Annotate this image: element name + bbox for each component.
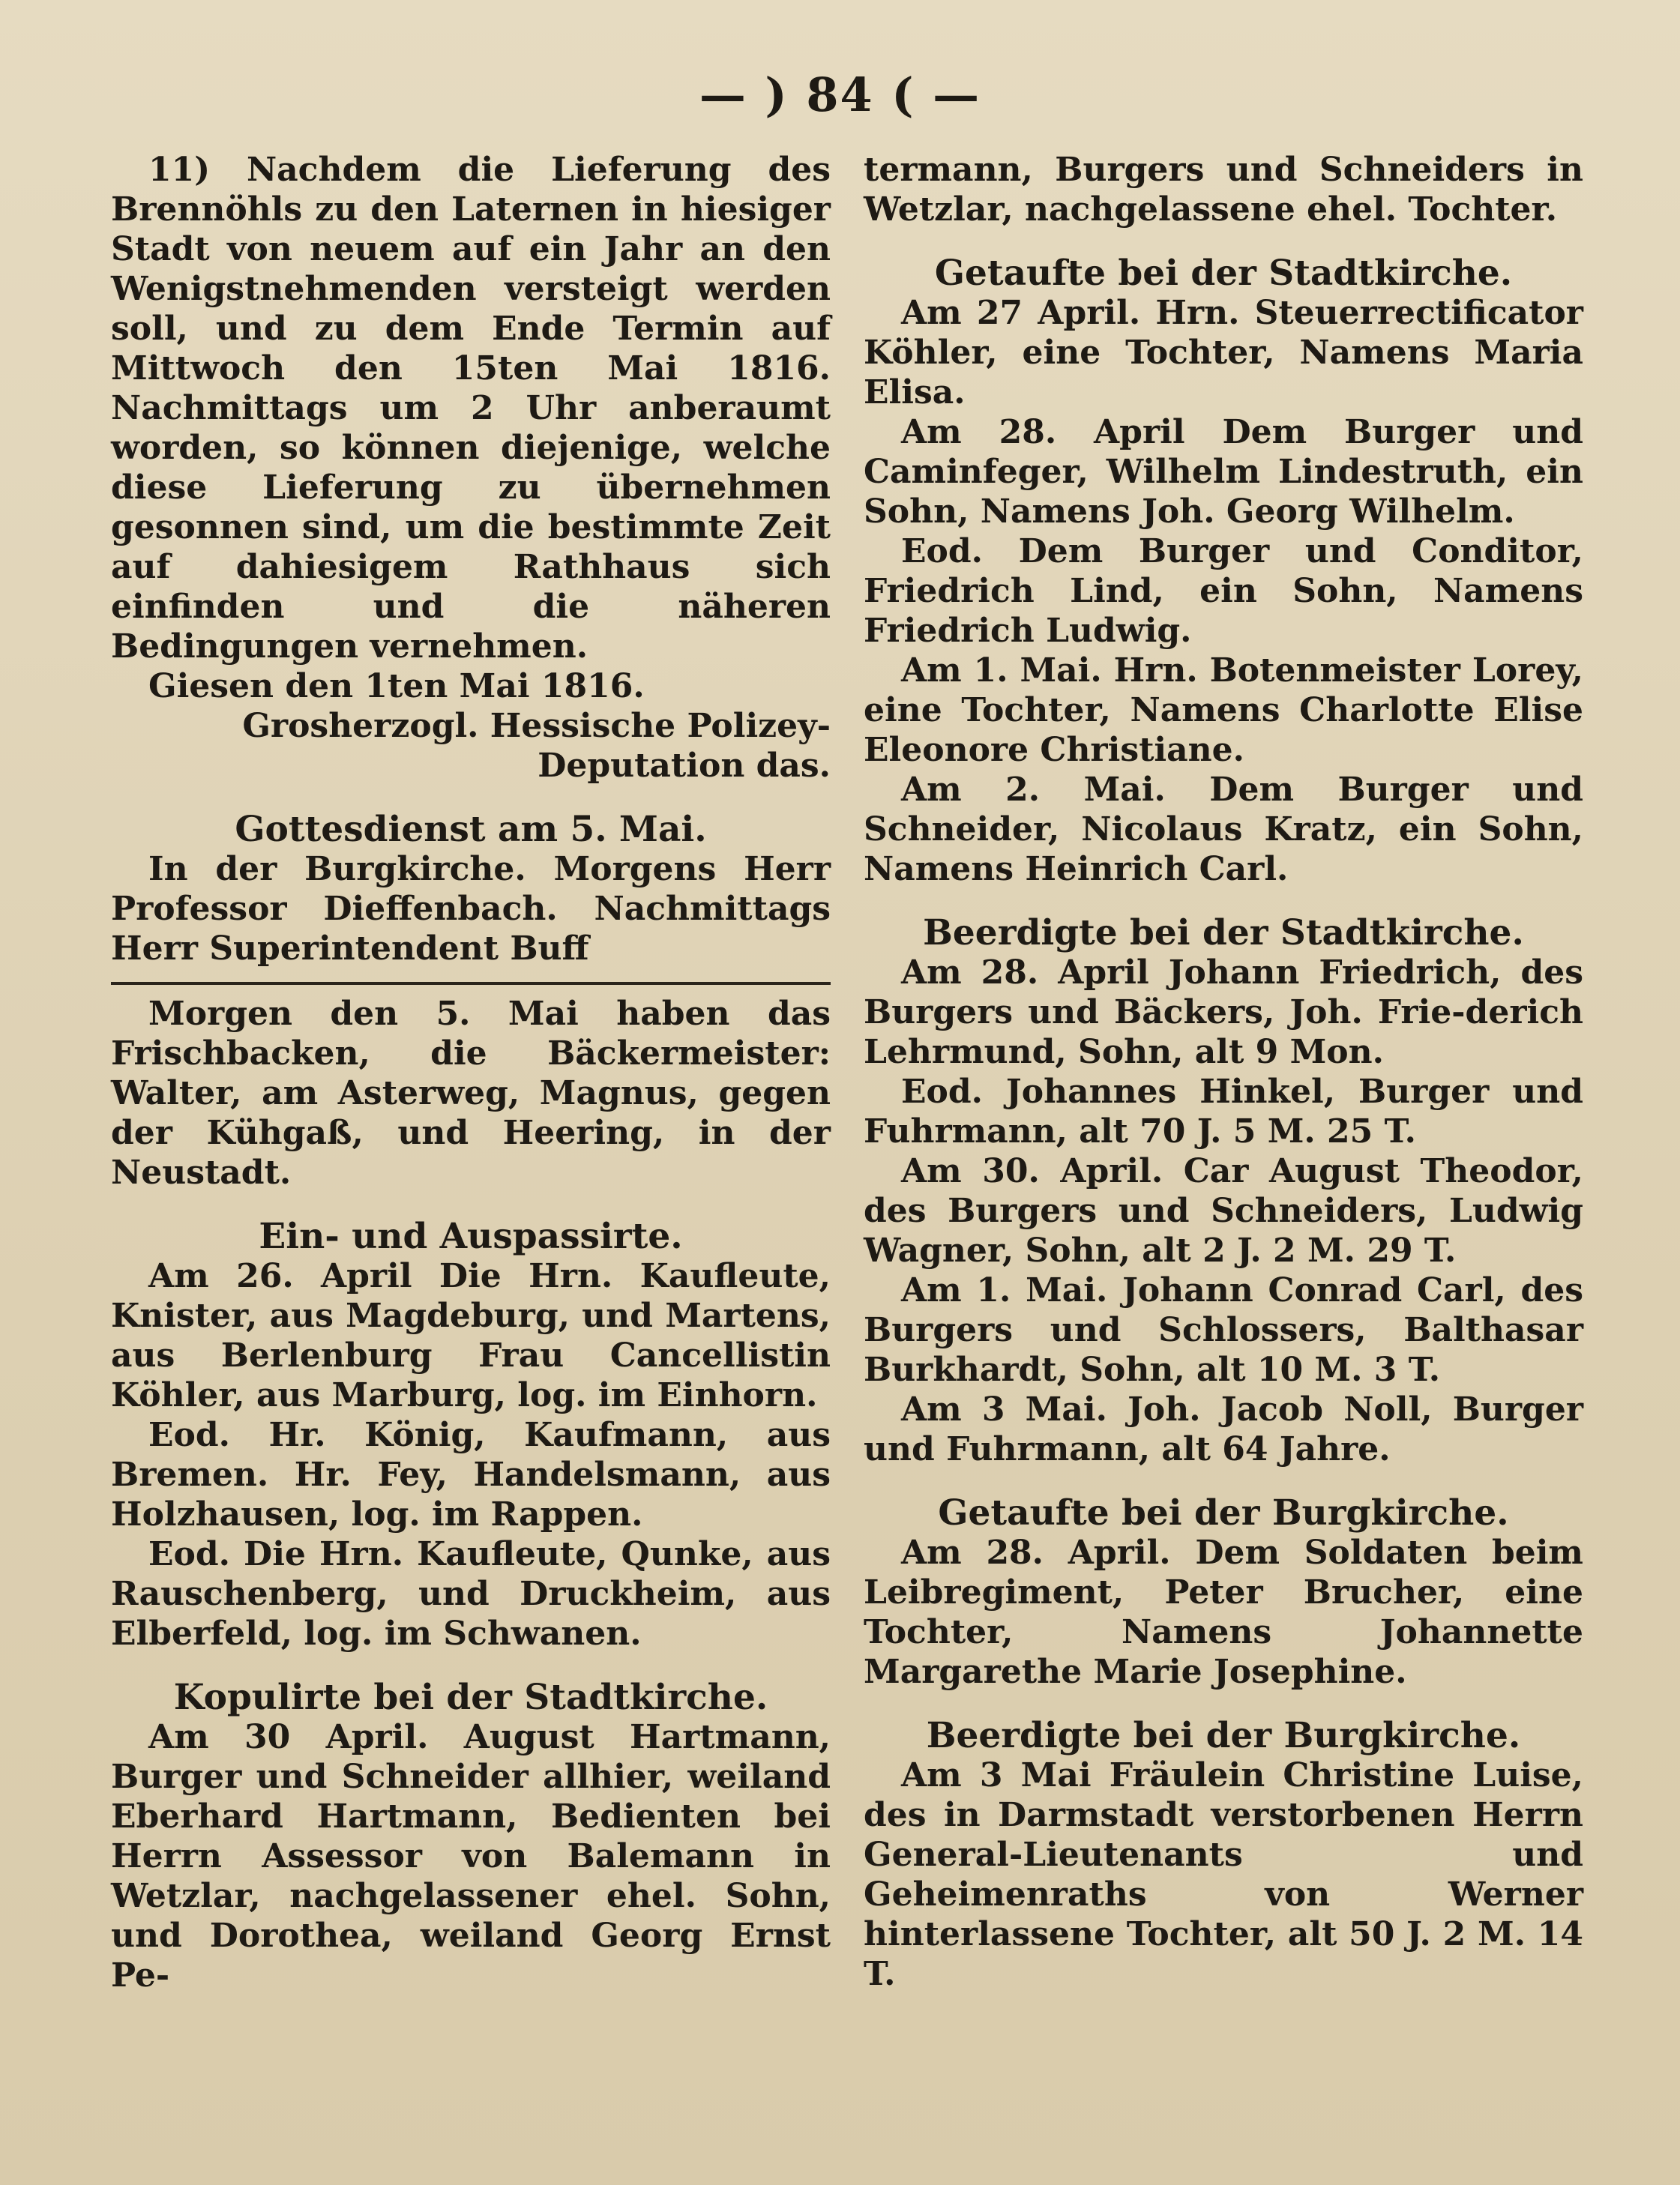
notice-date: Giesen den 1ten Mai 1816. — [148, 667, 645, 705]
left-column — [111, 150, 831, 1995]
burial-entry: Am 3 Mai Fräulein Christine Luise, des in Darmstadt verstorbenen Herrn General-Lieutenants und Geheimenraths von Werner hinterlassene Tochter, alt 50 J. 2 M. 14 T. — [864, 1756, 1583, 1993]
married-heading: Kopulirte bei der Stadtkirche. — [173, 1677, 768, 1718]
burial-entry: Am 30. April. Car August Theodor, des Burgers und Schneiders, Ludwig Wagner, Sohn, alt 2 J. 2 M. 29 T. — [864, 1152, 1583, 1270]
page-number: — ) 84 ( — — [699, 67, 981, 122]
burial-entry: Eod. Johannes Hinkel, Burger und Fuhrmann, alt 70 J. 5 M. 25 T. — [864, 1073, 1583, 1151]
buried-castle-heading: Beerdigte bei der Burgkirche. — [926, 1715, 1521, 1756]
baptism-entry: Eod. Dem Burger und Conditor, Friedrich Lind, ein Sohn, Namens Friedrich Ludwig. — [864, 532, 1583, 650]
travellers-entry: Eod. Hr. König, Kaufmann, aus Bremen. Hr. Fey, Handelsmann, aus Holzhausen, log. im Rappen. — [111, 1416, 831, 1534]
burial-entry: Am 28. April Johann Friedrich, des Burgers und Bäckers, Joh. Frie-derich Lehrmund, Sohn, alt 9 Mon. — [864, 953, 1583, 1071]
notice-11: 11) Nachdem die Lieferung des Brennöhls zu den Laternen in hiesiger Stadt von neuem auf ein Jahr an den Wenigstnehmenden versteigt werden soll, und zu dem Ende Termin auf Mittwoch den 15ten Mai 1816. Nachmittags um 2 Uhr anberaumt worden, so können diejenige, welche diese Lieferung zu übernehmen gesonnen sind, um die bestimmte Zeit auf dahiesigem Rathhaus sich einfinden und die näheren Bedingungen vernehmen. — [111, 151, 831, 666]
right-column — [864, 150, 1583, 1994]
baptized-castle-heading: Getaufte bei der Burgkirche. — [938, 1492, 1509, 1534]
married-entry-continued: termann, Burgers und Schneiders in Wetzlar, nachgelassene ehel. Tochter. — [864, 151, 1583, 229]
burial-entry: Am 3 Mai. Joh. Jacob Noll, Burger und Fuhrmann, alt 64 Jahre. — [864, 1390, 1583, 1468]
notice-signature: Grosherzogl. Hessische Polizey-Deputation das. — [242, 707, 831, 785]
bakers-text: Morgen den 5. Mai haben das Frischbacken, die Bäckermeister: Walter, am Asterweg, Magnus, gegen der Kühgaß, und Heering, in der Neustadt. — [111, 995, 831, 1192]
travellers-heading: Ein- und Auspassirte. — [259, 1216, 683, 1257]
married-entry: Am 30 April. August Hartmann, Burger und Schneider allhier, weiland Eberhard Hartmann, Bedienten bei Herrn Assessor von Balemann in Wetzlar, nachgelassener ehel. Sohn, und Dorothea, weiland Georg Ernst Pe- — [111, 1718, 831, 1995]
section-divider — [111, 982, 831, 985]
service-heading: Gottesdienst am 5. Mai. — [235, 809, 707, 850]
buried-city-heading: Beerdigte bei der Stadtkirche. — [923, 912, 1524, 953]
baptism-entry: Am 27 April. Hrn. Steuerrectificator Köhler, eine Tochter, Namens Maria Elisa. — [864, 294, 1583, 412]
baptism-entry: Am 2. Mai. Dem Burger und Schneider, Nicolaus Kratz, ein Sohn, Namens Heinrich Carl. — [864, 771, 1583, 888]
baptism-entry: Am 28. April Dem Burger und Caminfeger, Wilhelm Lindestruth, ein Sohn, Namens Joh. Georg Wilhelm. — [864, 413, 1583, 531]
service-text: In der Burgkirche. Morgens Herr Professor Dieffenbach. Nachmittags Herr Superintendent Buff — [111, 850, 831, 968]
baptism-entry: Am 28. April. Dem Soldaten beim Leibregiment, Peter Brucher, eine Tochter, Namens Johannette Margarethe Marie Josephine. — [864, 1534, 1583, 1691]
baptized-city-heading: Getaufte bei der Stadtkirche. — [934, 253, 1513, 294]
travellers-entry: Am 26. April Die Hrn. Kaufleute, Knister, aus Magdeburg, und Martens, aus Berlenburg Frau Cancellistin Köhler, aus Marburg, log. im Einhorn. — [111, 1257, 831, 1414]
baptism-entry: Am 1. Mai. Hrn. Botenmeister Lorey, eine Tochter, Namens Charlotte Elise Eleonore Christiane. — [864, 651, 1583, 769]
travellers-entry: Eod. Die Hrn. Kaufleute, Qunke, aus Rauschenberg, und Druckheim, aus Elberfeld, log. im Schwanen. — [111, 1535, 831, 1653]
burial-entry: Am 1. Mai. Johann Conrad Carl, des Burgers und Schlossers, Balthasar Burkhardt, Sohn, alt 10 M. 3 T. — [864, 1271, 1583, 1389]
